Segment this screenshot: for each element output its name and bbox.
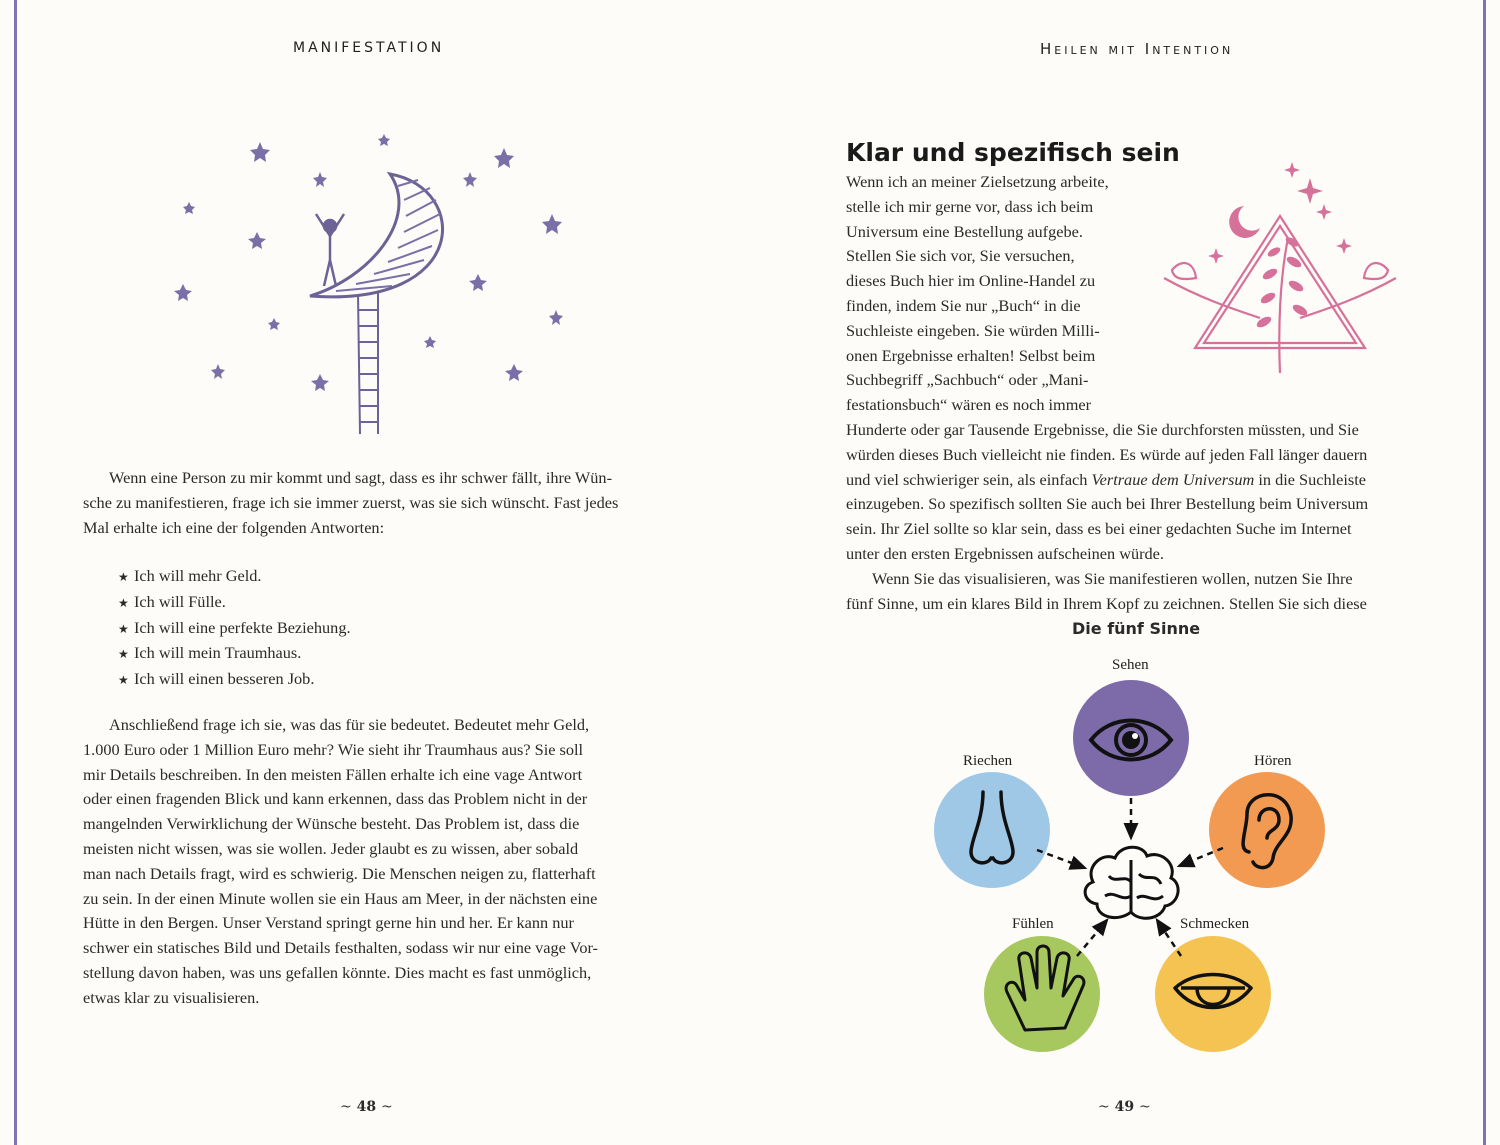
right-page-border [1483, 0, 1486, 1145]
left-page-border [14, 0, 17, 1145]
text-line: schwer ein statisches Bild und Details festhalten, sodass wir nur eine vage Vor- [83, 938, 598, 958]
schmecken-circle [1155, 936, 1271, 1052]
text-line: zu sein. In der einen Minute wollen sie ein Haus am Meer, in der nächsten eine [83, 888, 598, 908]
text-line: einzugeben. So spezifisch sollten Sie auch bei Ihrer Bestellung beim Universum [846, 494, 1369, 514]
star-icon [174, 284, 192, 301]
section-heading: Klar und spezifisch sein [846, 138, 1180, 167]
star-bullet-icon: ★ [118, 621, 129, 636]
left-running-head: MANIFESTATION [293, 40, 445, 56]
brain-icon [1085, 847, 1178, 918]
intro-paragraph [83, 466, 653, 540]
right-running-head: Heilen mit Intention [1040, 40, 1234, 58]
sparkle-icon [1284, 162, 1300, 178]
star-icon [424, 336, 436, 348]
five-senses-diagram [925, 670, 1345, 1070]
person-figure [316, 214, 344, 286]
text-line: sche zu manifestieren, frage ich sie immer zuerst, was sie sich wünscht. Fast jedes [83, 492, 619, 512]
flourish-icon: ~ [340, 1099, 352, 1115]
text-line: unter den ersten Ergebnissen aufscheinen würde. [846, 543, 1164, 563]
moon-ladder-illustration [170, 128, 590, 448]
label-schmecken: Schmecken [1180, 916, 1250, 932]
star-icon [211, 364, 225, 379]
label-hoeren: Hören [1254, 753, 1292, 769]
label-riechen: Riechen [963, 753, 1013, 769]
text-line: Stellen Sie sich vor, Sie versuchen, [846, 246, 1075, 266]
star-icon [250, 142, 270, 162]
figure-title: Die fünf Sinne [1072, 619, 1201, 638]
text-line: 1.000 Euro oder 1 Million Euro mehr? Wie sieht ihr Traumhaus aus? Sie soll [83, 739, 584, 759]
text-line: und viel schwieriger sein, als einfach Vertraue dem Universum in die Suchleiste [846, 469, 1366, 489]
text-line: Suchbegriff „Sachbuch“ oder „Mani- [846, 370, 1089, 390]
star-icon [313, 172, 327, 187]
star-icon [469, 274, 487, 291]
text-line: etwas klar zu visualisieren. [83, 987, 260, 1007]
left-page-number: ~ 48 ~ [340, 1099, 393, 1115]
text-line: onen Ergebnisse erhalten! Selbst beim [846, 345, 1096, 365]
text-line: Hunderte oder gar Tausende Ergebnisse, die Sie durchforsten müssten, und Sie [846, 420, 1359, 439]
text-line: festationsbuch“ wären es noch immer [846, 395, 1092, 415]
riechen-circle [934, 772, 1050, 888]
star-icon [183, 202, 195, 214]
star-icon [542, 214, 562, 234]
body-paragraph [83, 713, 653, 1011]
text-line: meisten nicht wissen, was sie wollen. Jeder glaubt es zu wissen, aber sobald [83, 838, 579, 858]
star-bullet-icon: ★ [118, 673, 129, 688]
sparkle-icon [1208, 248, 1224, 264]
list-item: ★ Ich will mein Traumhaus. [118, 641, 351, 667]
star-bullet-icon: ★ [118, 570, 129, 584]
text-line: Wenn ich an meiner Zielsetzung arbeite, [846, 172, 1109, 191]
arrow-fuehlen [1077, 920, 1107, 956]
text-line: Suchleiste eingeben. Sie würden Milli- [846, 320, 1100, 340]
text-line: sein. Ihr Ziel sollte so klar sein, dass es bei einer gedachten Suche im Internet [846, 519, 1352, 539]
text-line: Wenn Sie das visualisieren, was Sie manifestieren wollen, nutzen Sie Ihre [872, 568, 1353, 588]
narrow-paragraph [846, 170, 1146, 418]
star-icon [549, 310, 563, 325]
list-item: ★ Ich will Fülle. [118, 590, 351, 616]
sparkle-icon [1336, 238, 1352, 254]
label-sehen: Sehen [1112, 657, 1149, 673]
star-bullet-icon: ★ [118, 647, 129, 662]
star-icon [494, 148, 514, 168]
star-icon [378, 134, 390, 146]
text-line: finden, indem Sie nur „Buch“ in die [846, 295, 1081, 315]
star-icon [505, 364, 523, 381]
text-line: oder einen fragenden Blick und kann erkennen, dass das Problem nicht in der [83, 789, 588, 809]
list-item: ★ Ich will eine perfekte Beziehung. [118, 616, 351, 642]
flourish-icon: ~ [1098, 1099, 1110, 1115]
sparkle-icon [1316, 204, 1332, 220]
text-line: fünf Sinne, um ein klares Bild in Ihrem Kopf zu zeichnen. Stellen Sie sich diese [846, 593, 1367, 613]
label-fuehlen: Fühlen [1012, 916, 1054, 932]
flourish-icon: ~ [1138, 1099, 1151, 1115]
right-page-number: ~ 49 ~ [1098, 1099, 1151, 1115]
text-line: man nach Details fragt, wird es schwierig. Die Menschen neigen zu, flatterhaft [83, 863, 596, 883]
flourish-icon: ~ [380, 1099, 393, 1115]
hoeren-circle [1209, 772, 1325, 888]
text-line: mangelnden Verwirklichung der Wünsche besteht. Das Problem ist, dass die [83, 814, 580, 834]
text-line: Anschließend frage ich sie, was das für sie bedeutet. Bedeutet mehr Geld, [109, 715, 590, 734]
text-line: dieses Buch hier im Online-Handel zu [846, 271, 1096, 291]
star-icon [463, 172, 477, 187]
list-item: ★ Ich will mehr Geld. [118, 564, 351, 590]
text-line: Hütte in den Bergen. Unser Verstand springt gerne hin und her. Er kann nur [83, 913, 574, 933]
crescent-icon [1229, 206, 1260, 238]
text-line: Universum eine Bestellung aufgebe. [846, 221, 1083, 241]
text-line: Wenn eine Person zu mir kommt und sagt, dass es ihr schwer fällt, ihre Wün- [109, 468, 612, 487]
floral-triangle-illustration [1160, 158, 1400, 378]
wide-paragraph [846, 418, 1416, 616]
text-line: stellung davon haben, was uns gefallen könnte. Dies macht es fast unmöglich, [83, 962, 592, 982]
italic-phrase: Vertraue dem Universum [1091, 469, 1255, 489]
fuehlen-circle [984, 936, 1100, 1052]
star-icon [248, 232, 266, 249]
text-line: stelle ich mir gerne vor, dass ich beim [846, 196, 1094, 216]
sparkle-icon [1297, 178, 1323, 204]
star-icon [311, 374, 329, 391]
ladder [358, 292, 378, 434]
star-bullet-icon: ★ [118, 595, 129, 610]
text-line: mir Details beschreiben. In den meisten Fällen erhalte ich eine vage Antwort [83, 764, 583, 784]
text-line: Mal erhalte ich eine der folgenden Antworten: [83, 517, 385, 537]
star-icon [268, 318, 280, 330]
text-line: würden dieses Buch vielleicht nie finden. Es würde auf jeden Fall länger dauern [846, 444, 1368, 464]
answers-list [118, 564, 351, 693]
list-item: ★ Ich will einen besseren Job. [118, 667, 351, 693]
